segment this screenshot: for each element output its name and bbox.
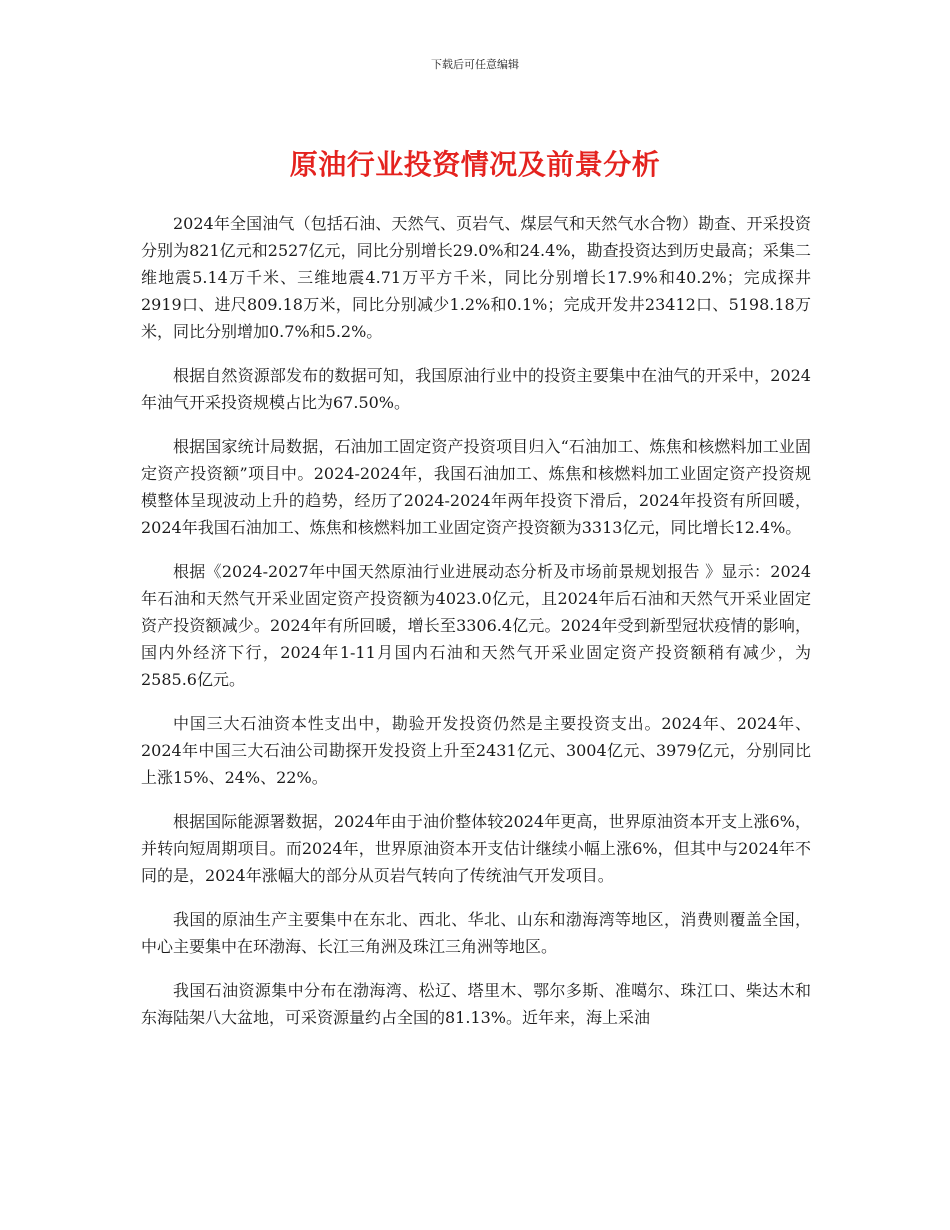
paragraph: 根据国际能源署数据，2024年由于油价整体较2024年更高，世界原油资本开支上涨6%，并转向短周期项目。而2024年，世界原油资本开支估计继续小幅上涨6%，但其中与2024年不同的是，2024年涨幅大的部分从页岩气转向了传统油气开发项目。 bbox=[141, 812, 811, 885]
page-header-note: 下载后可任意编辑 bbox=[431, 58, 519, 71]
paragraph: 中国三大石油资本性支出中，勘验开发投资仍然是主要投资支出。2024年、2024年、2024年中国三大石油公司勘探开发投资上升至2431亿元、3004亿元、3979亿元，分别同比上涨15%、24%、22%。 bbox=[141, 714, 811, 787]
paragraph: 根据自然资源部发布的数据可知，我国原油行业中的投资主要集中在油气的开采中，2024年油气开采投资规模占比为67.50%。 bbox=[141, 366, 811, 412]
document-title: 原油行业投资情况及前景分析 bbox=[289, 148, 661, 181]
document-body bbox=[141, 210, 811, 1048]
paragraph: 根据国家统计局数据，石油加工固定资产投资项目归入“石油加工、炼焦和核燃料加工业固定资产投资额”项目中。2024-2024年，我国石油加工、炼焦和核燃料加工业固定资产投资规模整体呈现波动上升的趋势，经历了2024-2024年两年投资下滑后，2024年投资有所回暖，2024年我国石油加工、炼焦和核燃料加工业固定资产投资额为3313亿元，同比增长12.4%。 bbox=[141, 437, 811, 537]
paragraph: 根据《2024-2027年中国天然原油行业进展动态分析及市场前景规划报告 》显示：2024年石油和天然气开采业固定资产投资额为4023.0亿元，且2024年后石油和天然气开采业固定资产投资额减少。2024年有所回暖，增长至3306.4亿元。2024年受到新型冠状疫情的影响，国内外经济下行，2024年1-11月国内石油和天然气开采业固定资产投资额稍有减少，为2585.6亿元。 bbox=[141, 562, 811, 689]
paragraph: 我国的原油生产主要集中在东北、西北、华北、山东和渤海湾等地区，消费则覆盖全国，中心主要集中在环渤海、长江三角洲及珠江三角洲等地区。 bbox=[141, 910, 811, 956]
paragraph: 我国石油资源集中分布在渤海湾、松辽、塔里木、鄂尔多斯、准噶尔、珠江口、柴达木和东海陆架八大盆地，可采资源量约占全国的81.13%。近年来，海上采油 bbox=[141, 981, 811, 1027]
paragraph: 2024年全国油气（包括石油、天然气、页岩气、煤层气和天然气水合物）勘查、开采投资分别为821亿元和2527亿元，同比分别增长29.0%和24.4%，勘查投资达到历史最高；采集二维地震5.14万千米、三维地震4.71万平方千米，同比分别增长17.9%和40.2%；完成探井2919口、进尺809.18万米，同比分别减少1.2%和0.1%；完成开发井23412口、5198.18万米，同比分别增加0.7%和5.2%。 bbox=[141, 214, 811, 341]
